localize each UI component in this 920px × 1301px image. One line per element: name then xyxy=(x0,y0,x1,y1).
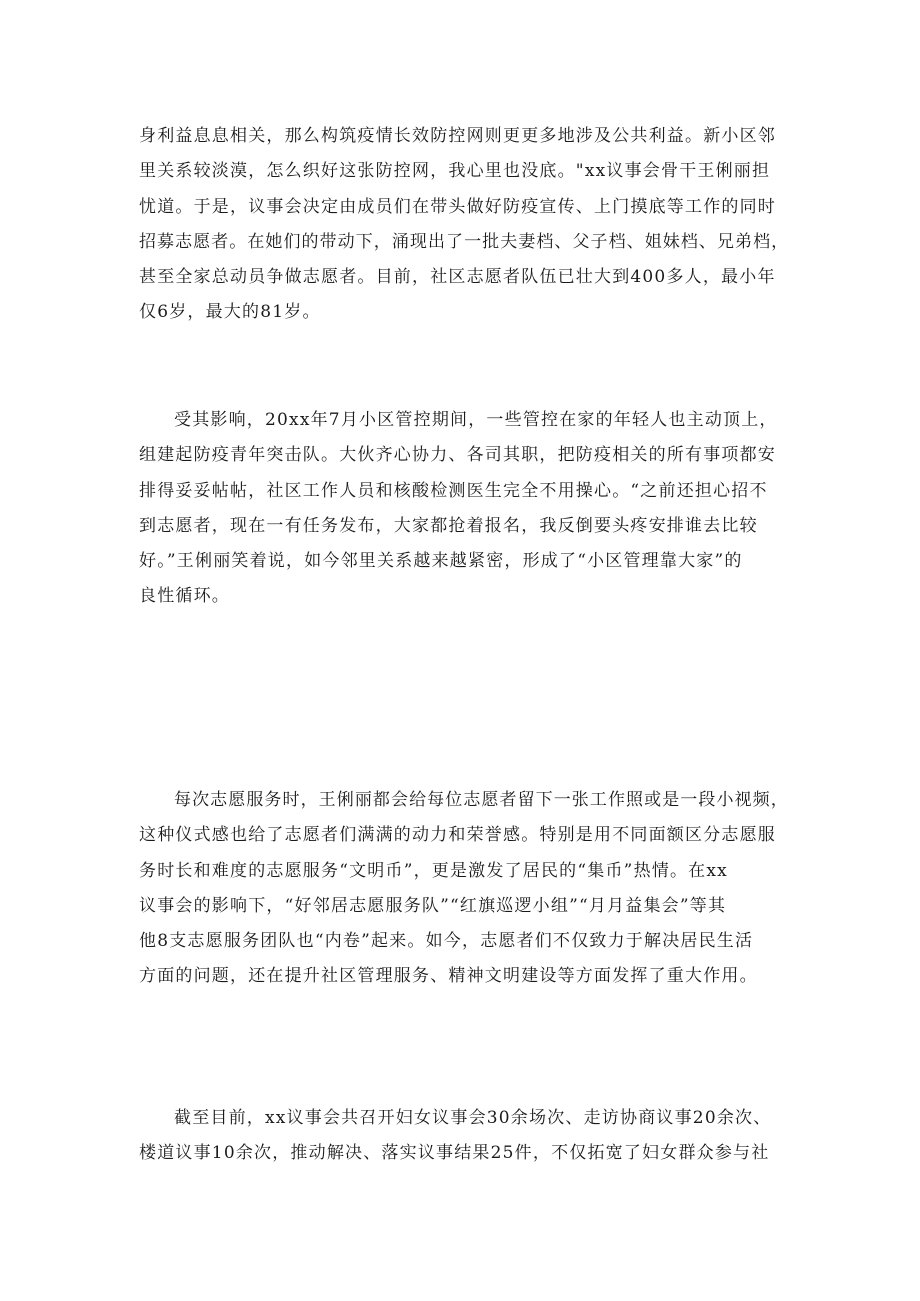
text-line: 受其影响，20xx年7月小区管控期间，一些管控在家的年轻人也主动顶上， xyxy=(174,410,778,430)
text-line: 组建起防疫青年突击队。大伙齐心协力、各司其职，把防疫相关的所有事项都安 xyxy=(139,445,776,466)
paragraph-2 xyxy=(139,403,789,615)
text-line: 好。”王俐丽笑着说，如今邻里关系越来越紧密，形成了“小区管理靠大家”的 xyxy=(139,551,743,572)
text-line: 身利益息息相关，那么构筑疫情长效防控网则更更多地涉及公共利益。新小区邻 xyxy=(139,126,776,146)
text-line: 他8支志愿服务团队也“内卷”起来。如今，志愿者们不仅致力于解决居民生活 xyxy=(139,931,754,952)
text-line: 仅6岁，最大的81岁。 xyxy=(139,302,321,323)
text-line: 议事会的影响下，“好邻居志愿服务队”“红旗巡逻小组”“月月益集会”等其 xyxy=(139,895,727,916)
text-line: 忧道。于是，议事会决定由成员们在带头做好防疫宣传、上门摸底等工作的同时 xyxy=(139,196,776,217)
text-line: 排得妥妥帖帖，社区工作人员和核酸检测医生完全不用操心。“之前还担心招不 xyxy=(139,480,768,501)
text-line: 方面的问题，还在提升社区管理服务、精神文明建设等方面发挥了重大作用。 xyxy=(139,966,758,987)
text-line: 务时长和难度的志愿服务“文明币”，更是激发了居民的“集币”热情。在xx xyxy=(139,860,728,881)
text-line: 良性循环。 xyxy=(139,586,230,607)
text-line: 截至目前，xx议事会共召开妇女议事会30余场次、走访协商议事20余次、 xyxy=(174,1108,772,1128)
text-line: 甚至全家总动员争做志愿者。目前，社区志愿者队伍已壮大到400多人，最小年 xyxy=(139,267,776,288)
text-line: 里关系较淡漠，怎么织好这张防控网，我心里也没底。"xx议事会骨干王俐丽担 xyxy=(139,161,771,182)
paragraph-1 xyxy=(139,119,789,331)
paragraph-3 xyxy=(139,783,789,995)
text-line: 楼道议事10余次，推动解决、落实议事结果25件，不仅拓宽了妇女群众参与社 xyxy=(139,1143,770,1164)
text-line: 招募志愿者。在她们的带动下，涌现出了一批夫妻档、父子档、姐妹档、兄弟档， xyxy=(139,231,790,252)
text-line: 到志愿者，现在一有任务发布，大家都抢着报名，我反倒要头疼安排谁去比较 xyxy=(139,515,758,536)
text-line: 这种仪式感也给了志愿者们满满的动力和荣誉感。特别是用不同面额区分志愿服 xyxy=(139,825,776,846)
text-line: 每次志愿服务时，王俐丽都会给每位志愿者留下一张工作照或是一段小视频， xyxy=(174,790,789,810)
paragraph-4 xyxy=(139,1101,789,1172)
